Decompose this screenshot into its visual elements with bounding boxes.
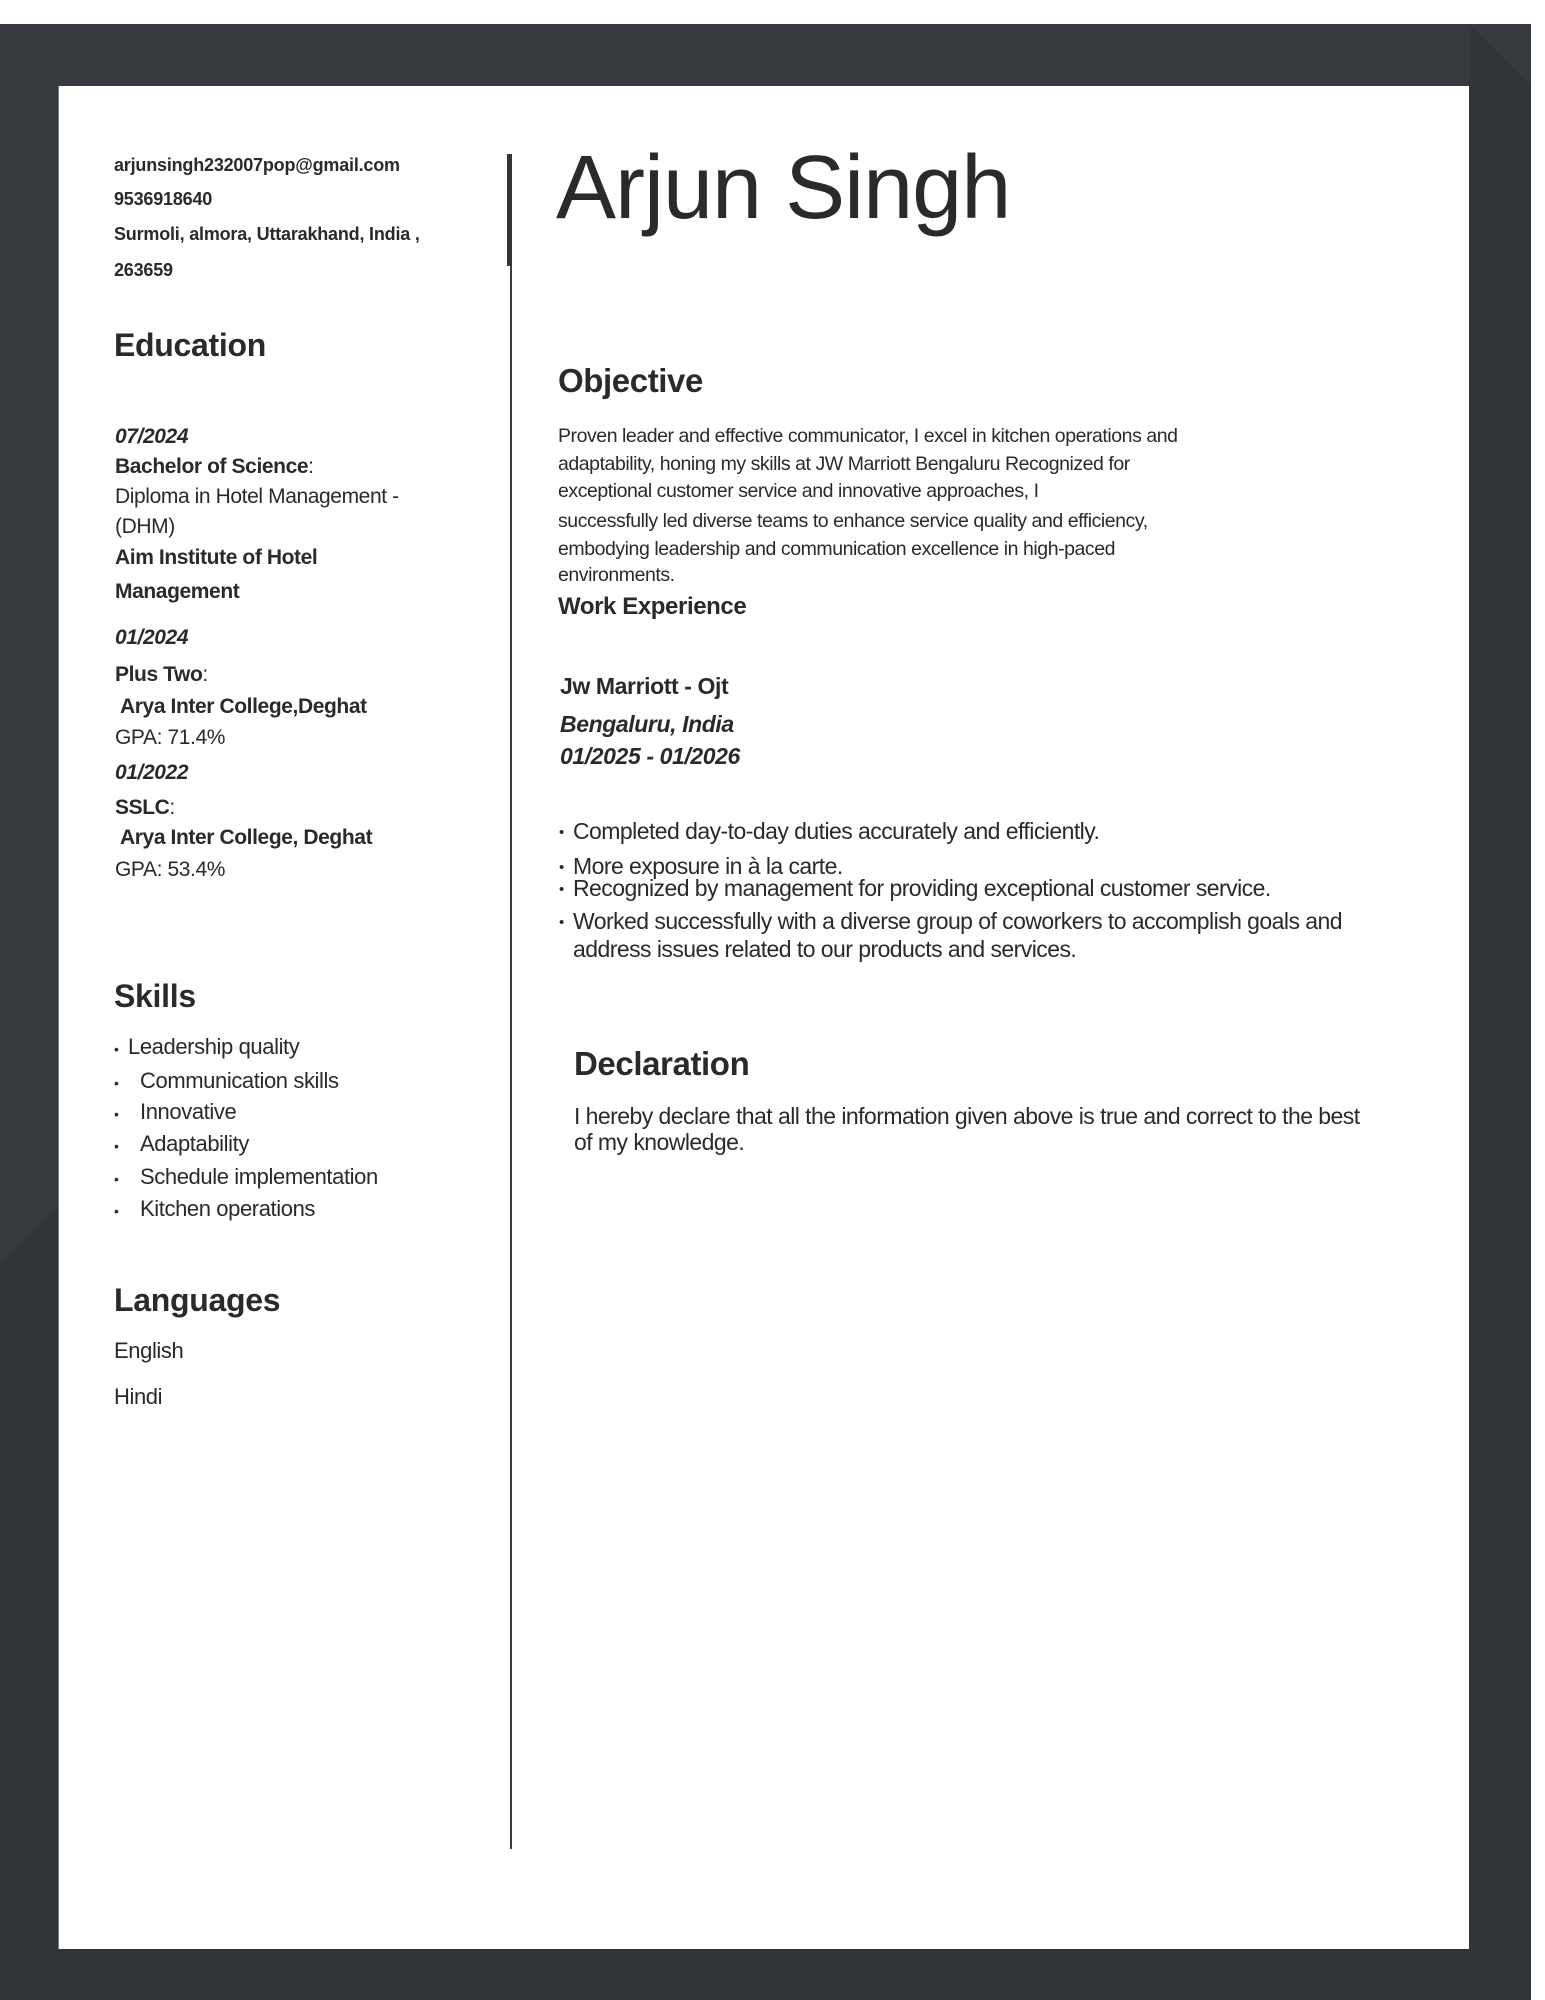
education-date: 01/2022 <box>115 761 189 784</box>
education-institution: Arya Inter College,Deghat <box>120 695 367 718</box>
column-divider <box>510 266 512 1849</box>
education-degree-line <box>115 797 175 818</box>
job-title: Jw Marriott - Ojt <box>560 673 729 699</box>
skill-item: Innovative <box>140 1099 237 1124</box>
frame-shade-bottom <box>0 1949 1531 2000</box>
contact-phone: 9536918640 <box>114 189 213 209</box>
bullet-icon: • <box>114 1041 119 1057</box>
bullet-icon: • <box>559 824 565 841</box>
skill-item: Leadership quality <box>128 1034 300 1059</box>
skill-item: Adaptability <box>140 1131 249 1156</box>
skill-item: Communication skills <box>140 1068 339 1093</box>
job-duty: Recognized by management for providing exceptional customer service. <box>573 875 1271 901</box>
bullet-icon: • <box>559 859 565 876</box>
bullet-icon: • <box>114 1075 119 1091</box>
work-experience-heading: Work Experience <box>558 593 747 620</box>
objective-line: Proven leader and effective communicator, I excel in kitchen operations and <box>558 425 1178 447</box>
job-duty: More exposure in à la carte. <box>573 853 843 879</box>
education-colon: : <box>308 455 314 478</box>
objective-heading: Objective <box>558 362 703 399</box>
skill-item: Kitchen operations <box>140 1196 316 1221</box>
education-degree: SSLC <box>115 796 170 819</box>
declaration-line: I hereby declare that all the information given above is true and correct to the best <box>574 1103 1360 1129</box>
education-heading: Education <box>114 327 266 363</box>
education-institution: Aim Institute of Hotel <box>115 546 318 569</box>
education-date: 01/2024 <box>115 626 189 649</box>
contact-address-line1: Surmoli, almora, Uttarakhand, India , <box>114 224 420 244</box>
language-item: English <box>114 1338 184 1363</box>
declaration-line: of my knowledge. <box>574 1129 745 1155</box>
bullet-icon: • <box>559 881 565 898</box>
skills-heading: Skills <box>114 978 196 1014</box>
job-location: Bengaluru, India <box>560 711 734 737</box>
languages-heading: Languages <box>114 1282 281 1318</box>
education-colon: : <box>169 796 175 819</box>
education-field-line: Diploma in Hotel Management - <box>115 485 399 508</box>
skill-item: Schedule implementation <box>140 1164 378 1189</box>
job-duty: Completed day-to-day duties accurately and efficiently. <box>573 818 1100 844</box>
objective-line: environments. <box>558 564 675 586</box>
language-item: Hindi <box>114 1384 163 1409</box>
education-date: 07/2024 <box>115 425 189 448</box>
contact-email[interactable]: arjunsingh232007pop@gmail.com <box>114 155 400 175</box>
frame-shade-corner <box>1469 24 1531 86</box>
objective-line: successfully led diverse teams to enhance service quality and efficiency, <box>558 510 1148 532</box>
contact-address-line2: 263659 <box>114 260 173 280</box>
education-degree: Bachelor of Science <box>115 455 309 478</box>
job-dates: 01/2025 - 01/2026 <box>560 743 740 769</box>
bullet-icon: • <box>559 914 565 931</box>
job-duty-continued: address issues related to our products and services. <box>573 936 1077 962</box>
resume-page <box>59 86 1469 1949</box>
education-gpa: GPA: 53.4% <box>115 858 226 881</box>
bullet-icon: • <box>114 1171 119 1187</box>
objective-line: exceptional customer service and innovative approaches, I <box>558 480 1039 502</box>
objective-line: embodying leadership and communication excellence in high-paced <box>558 538 1116 560</box>
column-divider-accent <box>507 154 512 266</box>
objective-line: adaptability, honing my skills at JW Marriott Bengaluru Recognized for <box>558 453 1130 475</box>
education-gpa: GPA: 71.4% <box>115 726 226 749</box>
education-degree-line <box>115 456 314 477</box>
education-degree: Plus Two <box>115 663 203 686</box>
job-duty: Worked successfully with a diverse group of coworkers to accomplish goals and <box>573 908 1342 934</box>
bullet-icon: • <box>114 1203 119 1219</box>
bullet-icon: • <box>114 1138 119 1154</box>
declaration-heading: Declaration <box>574 1045 750 1082</box>
education-institution: Management <box>115 580 240 603</box>
education-colon: : <box>202 663 208 686</box>
bullet-icon: • <box>114 1106 119 1122</box>
education-degree-line <box>115 664 208 685</box>
frame-shade-right <box>1469 24 1531 2000</box>
education-field-line: (DHM) <box>115 515 175 538</box>
education-institution: Arya Inter College, Deghat <box>120 826 373 849</box>
candidate-name: Arjun Singh <box>556 138 1011 238</box>
